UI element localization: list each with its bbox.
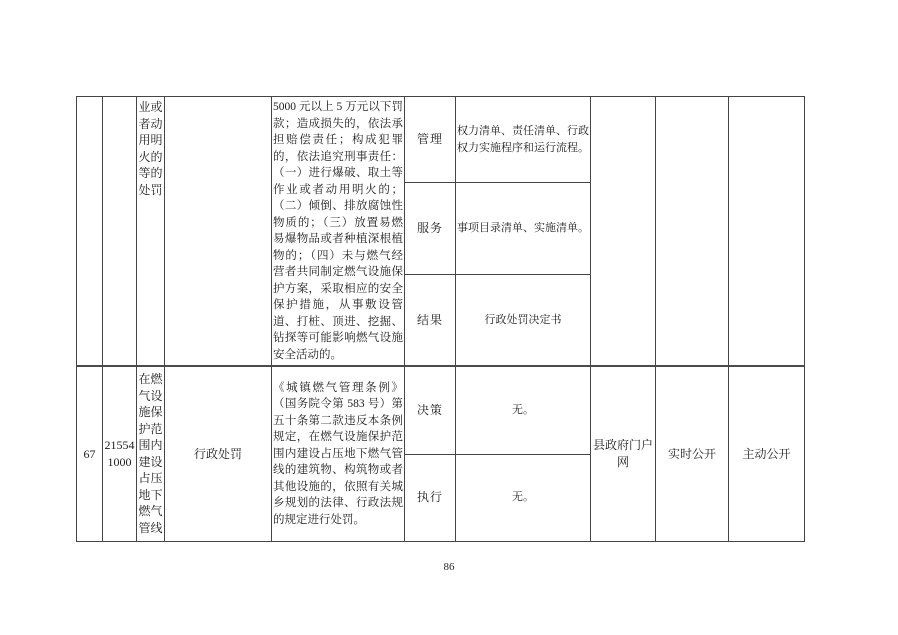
cell-content-decision: 无。 (456, 366, 591, 454)
cell-sublabel-execute: 执行 (405, 454, 456, 541)
page-number: 86 (443, 561, 455, 573)
cell-seq-67: 67 (77, 366, 103, 541)
cell-sublabel-decision: 决策 (405, 366, 456, 454)
legal-basis-text: 《城镇燃气管理条例》（国务院令第 583 号）第五十条第二款违反本条例规定，在燃气设施保护范围内建设占压地下燃气管线的建筑物、构筑物或者其他设施的，依照有关城乡规划的法律、行政法规的规定进行处罚。 (273, 381, 403, 526)
cell-publish-channel-continuation (591, 97, 656, 367)
cell-legal-basis-continuation (272, 97, 405, 367)
cell-legal-basis-67 (272, 366, 405, 541)
cell-content-execute: 无。 (456, 454, 591, 541)
cell-publish-mode-67: 主动公开 (729, 366, 805, 541)
cell-sublabel-service: 服务 (405, 183, 456, 275)
cell-content-manage (456, 97, 591, 183)
cell-content-service (456, 183, 591, 275)
cell-code-67: 215541000 (103, 366, 137, 541)
cell-sublabel-manage: 管理 (405, 97, 456, 183)
cell-publish-timing-continuation (656, 97, 729, 367)
cell-publish-mode-continuation (729, 97, 805, 367)
legal-basis-text: 5000 元以上 5 万元以下罚款；造成损失的，依法承担赔偿责任；构成犯罪的，依法追究刑事责任：（一）进行爆破、取土等作业或者动用明火的；（二）倾倒、排放腐蚀性物质的；（三）放置易燃易爆物品或者种植深根植物的；（四）未与燃气经营者共同制定燃气设施保护方案，采取相应的安全保护措施，从事敷设管道、打桩、顶进、挖掘、钻探等可能影响燃气设施安全活动的。 (273, 101, 403, 361)
cell-publish-channel-67: 县政府门户网 (591, 366, 656, 541)
cell-code-continuation (103, 97, 137, 367)
table-row (77, 366, 805, 454)
table-row (77, 97, 805, 183)
cell-seq-continuation (77, 97, 103, 367)
cell-sublabel-result: 结果 (405, 275, 456, 366)
manage-content-text: 权力清单、责任清单、行政权力实施程序和运行流程。 (457, 125, 589, 154)
cell-power-type-67: 行政处罚 (165, 366, 272, 541)
cell-publish-timing-67: 实时公开 (656, 366, 729, 541)
cell-item-name-continuation: 业或者动用明火的等的处罚 (137, 97, 165, 367)
power-list-table (76, 96, 805, 542)
cell-power-type-continuation (165, 97, 272, 367)
cell-item-name-67: 在燃气设施保护范围内建设占压地下燃气管线 (137, 366, 165, 541)
service-content-text: 事项目录清单、实施清单。 (457, 222, 589, 235)
cell-content-result: 行政处罚决定书 (456, 275, 591, 366)
